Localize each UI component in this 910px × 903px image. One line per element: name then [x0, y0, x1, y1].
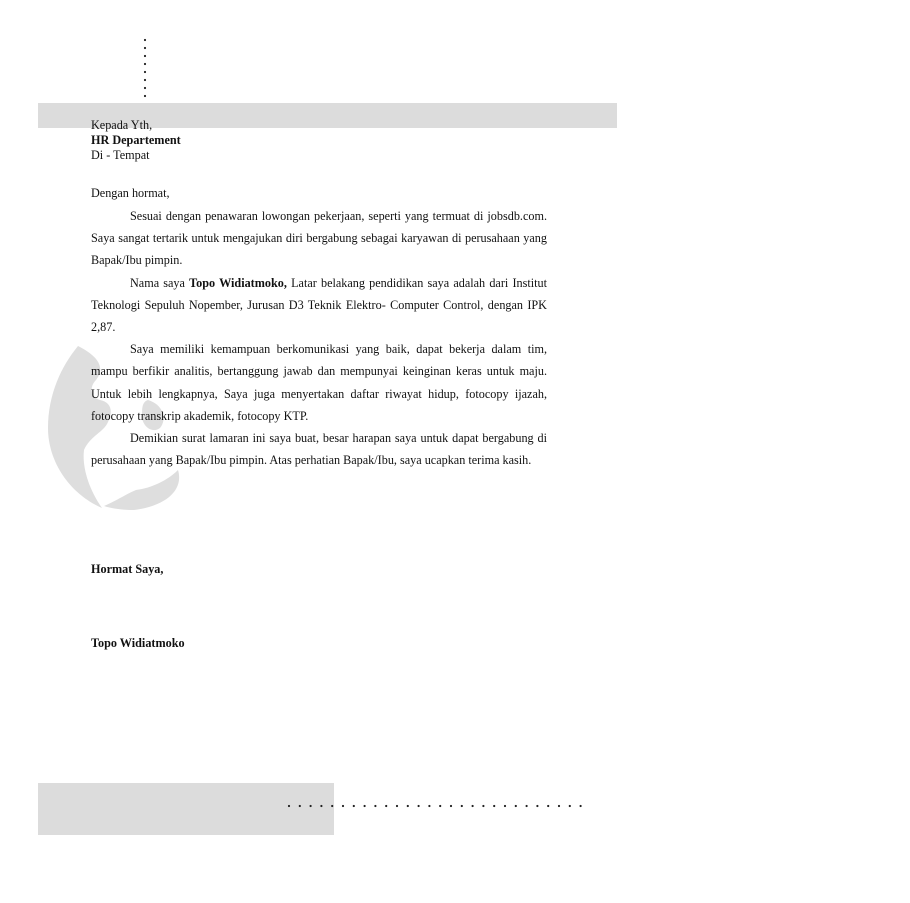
- recipient-location: Di - Tempat: [91, 148, 150, 162]
- paragraph-2-intro: Nama saya: [130, 275, 190, 290]
- horizontal-dot-leader: [287, 803, 587, 809]
- recipient-block: [91, 118, 547, 163]
- letter-paragraphs: [91, 205, 547, 471]
- recipient-department: HR Departement: [91, 133, 181, 147]
- salutation: Dengan hormat,: [91, 186, 170, 200]
- applicant-name: Topo Widiatmoko,: [189, 275, 287, 290]
- paragraph-4: Demikian surat lamaran ini saya buat, besar harapan saya untuk dapat bergabung di perusahaan yang Bapak/Ibu pimpin. Atas perhatian Bapak/Ibu, saya ucapkan terima kasih.: [91, 431, 547, 468]
- vertical-dot-leader: [142, 37, 148, 99]
- paragraph-2-rest: Latar belakang pendidikan saya adalah dari Institut Teknologi Sepuluh Nopember, Jurusan D3 Teknik Elektro- Computer Control, dengan IPK 2,87.: [91, 275, 547, 335]
- sender-name: Topo Widiatmoko: [91, 636, 185, 650]
- paragraph-2: [91, 272, 547, 339]
- paragraph-1: Sesuai dengan penawaran lowongan pekerjaan, seperti yang termuat di jobsdb.com. Saya sangat tertarik untuk mengajukan diri bergabung sebagai karyawan di perusahaan yang Bapak/Ibu pimpin.: [91, 209, 547, 268]
- paragraph-3: Saya memiliki kemampuan berkomunikasi yang baik, dapat bekerja dalam tim, mampu berfikir analitis, bertanggung jawab dan mempunyai keinginan keras untuk maju. Untuk lebih lengkapnya, Saya juga menyertakan daftar riwayat hidup, fotocopy ijazah, fotocopy transkrip akademik, fotocopy KTP.: [91, 342, 547, 423]
- recipient-greeting: Kepada Yth,: [91, 118, 153, 132]
- bottom-gray-band: [38, 783, 334, 835]
- closing: Hormat Saya,: [91, 562, 164, 576]
- letter-body: [91, 118, 547, 471]
